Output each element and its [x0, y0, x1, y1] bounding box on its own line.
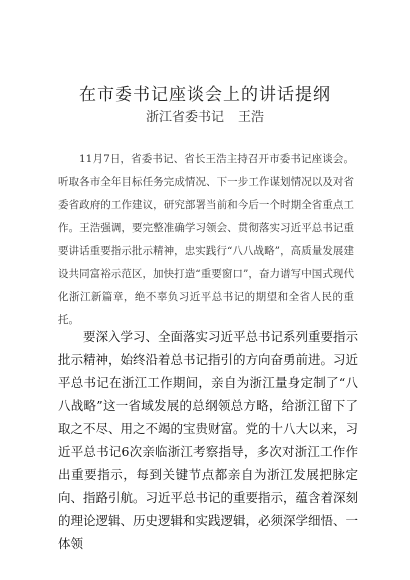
document-title: 在市委书记座谈会上的讲话提纲	[79, 85, 331, 105]
body-paragraph: 要深入学习、全面落实习近平总书记系列重要指示批示精神，始终沿着总书记指引的方向奋勇前进。习近平总书记在浙江工作期间，亲自为浙江量身定制了“八八战略”这一省域发展的总纲领总方略，给浙江留下了取之不尽、用之不竭的宝贵财富。党的十八大以来，习近平总书记6次亲临浙江考察指导，多次对浙江工作作出重要指示，每到关键节点都亲自为浙江发展把脉定向、指路引航。习近平总书记的重要指示，蕴含着深刻的理论逻辑、历史逻辑和实践逻辑，必须深学细悟、一体领	[58, 329, 359, 551]
summary-paragraph: 11月7日，省委书记、省长王浩主持召开市委书记座谈会。听取各市全年目标任务完成情况、下一步工作谋划情况以及对省委省政府的工作建议，研究部署当前和今后一个时期全省重点工作。王浩强调，要完整准确学习领会、贯彻落实习近平总书记重要讲话重要指示批示精神，忠实践行“八八战略”，高质量发展建设共同富裕示范区，加快打造“重要窗口”，奋力谱写中国式现代化浙江新篇章，绝不辜负习近平总书记的期望和全省人民的重托。	[58, 153, 354, 326]
author-org: 浙江省委书记	[145, 110, 224, 125]
author-name: 王浩	[238, 110, 265, 125]
document-author-line	[0, 106, 410, 125]
